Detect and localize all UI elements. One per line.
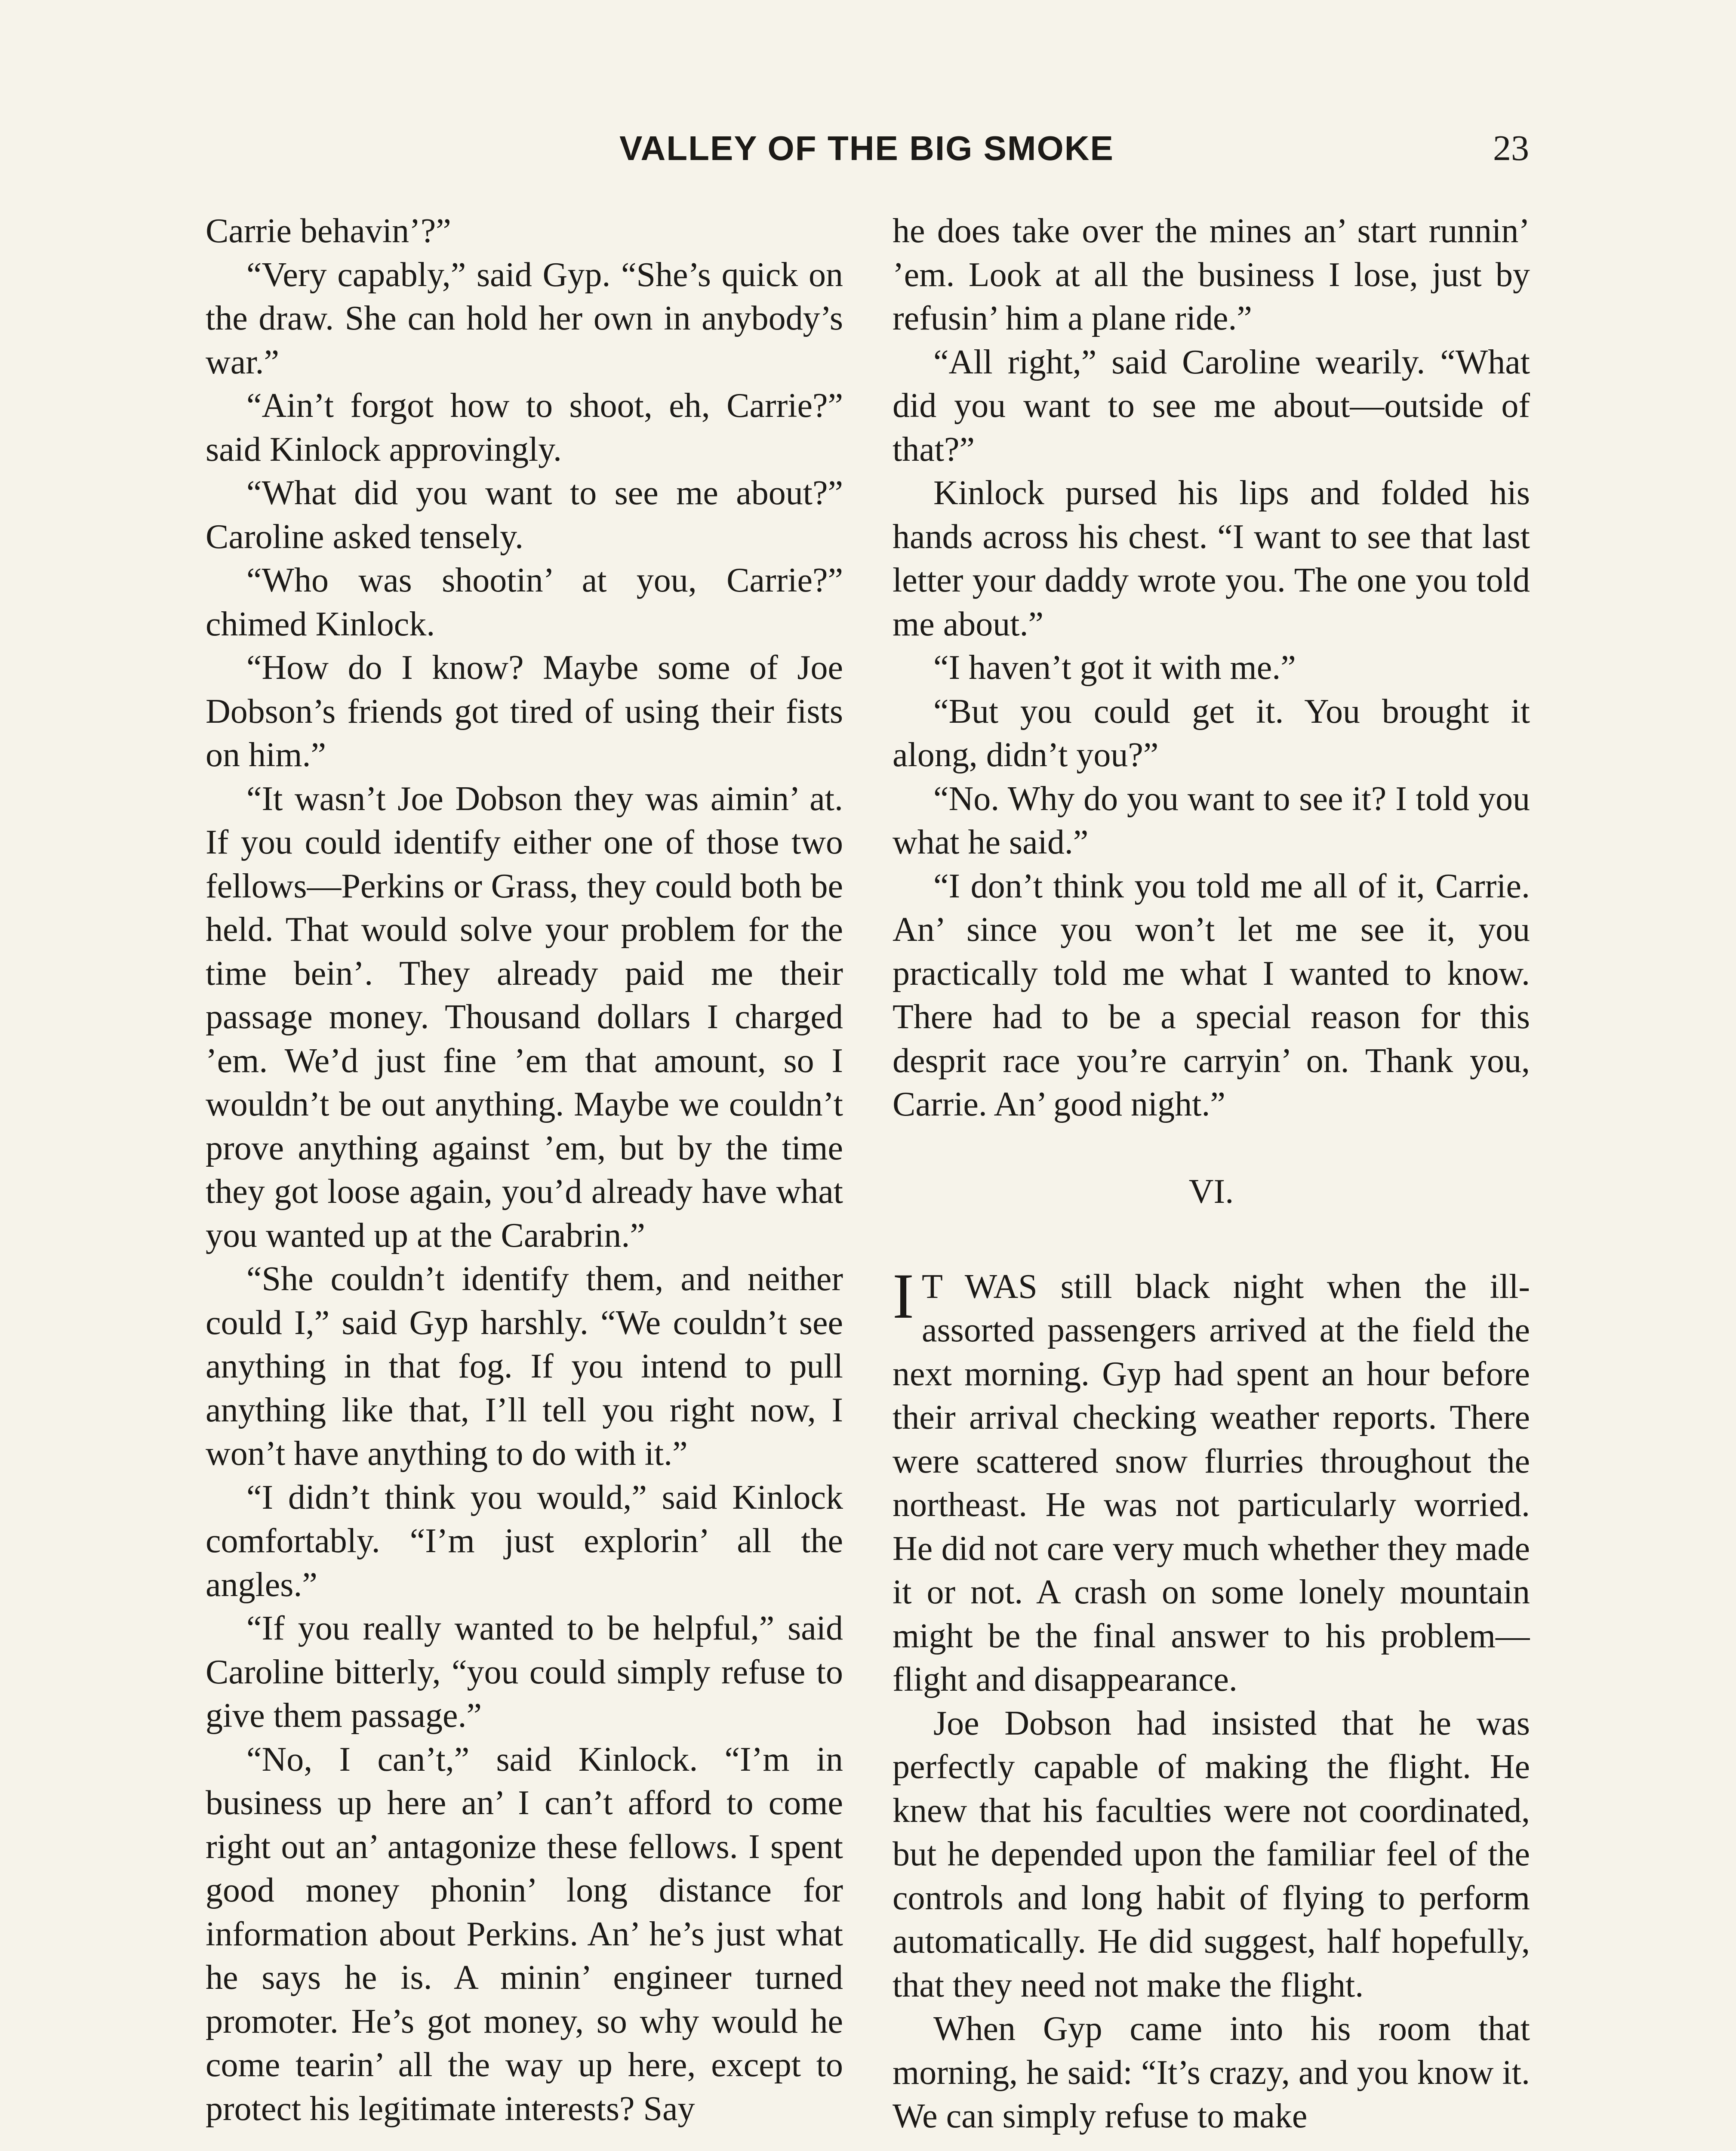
paragraph: “It wasn’t Joe Dobson they was aimin’ at. If you could identify either one of those two fellows—Perkins or Grass, they could both be held. That would solve your problem for the time bein’. They already paid me their passage money. Thousand dollars I charged ’em. We’d just fine ’em that amount, so I wouldn’t be out anything. Maybe we couldn’t prove anything against ’em, but by the time they got loose again, you’d already have what you wanted up at the Carabrin.” xyxy=(206,780,843,1254)
drop-cap: I xyxy=(893,1260,914,1332)
right-column xyxy=(893,210,1530,2151)
paragraph: “I don’t think you told me all of it, Carrie. An’ since you won’t let me see it, you practically told me what I wanted to know. There had to be a special reason for this desprit race you’re carryin’ on. Thank you, Carrie. An’ good night.” xyxy=(893,867,1530,1123)
paragraph: “But you could get it. You brought it along, didn’t you?” xyxy=(893,692,1530,774)
paragraph: “How do I know? Maybe some of Joe Dobson’s friends got tired of using their fists on him.” xyxy=(206,649,843,774)
paragraph: “She couldn’t identify them, and neither could I,” said Gyp harshly. “We couldn’t see anything in that fog. If you intend to pull anything like that, I’ll tell you right now, I won’t have anything to do with it.” xyxy=(206,1260,843,1473)
running-title: VALLEY OF THE BIG SMOKE xyxy=(619,129,1114,167)
paragraph: “I haven’t got it with me.” xyxy=(933,649,1296,687)
paragraph: Carrie behavin’?” xyxy=(206,212,451,250)
left-column xyxy=(206,210,843,2151)
paragraph: “All right,” said Caroline wearily. “What did you want to see me about—outside of that?” xyxy=(893,343,1530,468)
paragraph: “No, I can’t,” said Kinlock. “I’m in business up here an’ I can’t afford to come right out an’ antagonize these fellows. I spent good money phonin’ long distance for information about Perkins. An’ he’s just what he says he is. A minin’ engineer turned promoter. He’s got money, so why would he come tearin’ all the way up here, except to protect his legitimate interests? Say xyxy=(206,1740,843,2128)
paragraph: When Gyp came into his room that morning, he said: “It’s crazy, and you know it. We can simply refuse to make xyxy=(893,2010,1530,2135)
section-heading: VI. xyxy=(1188,1172,1234,1211)
paragraph: “Very capably,” said Gyp. “She’s quick on the draw. She can hold her own in anybody’s war.” xyxy=(206,256,843,381)
paragraph: “What did you want to see me about?” Caroline asked tensely. xyxy=(206,474,843,556)
paragraph: Kinlock pursed his lips and folded his hands across his chest. “I want to see that last letter your daddy wrote you. The one you told me about.” xyxy=(893,474,1530,643)
paragraph: “If you really wanted to be helpful,” said Caroline bitterly, “you could simply refuse to give them passage.” xyxy=(206,1609,843,1735)
paragraph: “I didn’t think you would,” said Kinlock comfortably. “I’m just explorin’ all the angles.” xyxy=(206,1478,843,1604)
page-number: 23 xyxy=(1493,128,1529,168)
dropcap-paragraph-text: T WAS still black night when the ill-assorted passengers arrived at the field the next morning. Gyp had spent an hour before their arrival checking weather reports. There were scattered snow flurries throughout the northeast. He was not particularly worried. He did not care very much whether they made it or not. A crash on some lonely mountain might be the final answer to his problem—flight and disappearance. xyxy=(893,1267,1530,1698)
paragraph: Joe Dobson had insisted that he was perfectly capable of making the flight. He knew that his faculties were not coordinated, but he depended upon the familiar feel of the controls and long habit of flying to perform automatically. He did suggest, half hopefully, that they need not make the flight. xyxy=(893,1704,1530,2004)
dropcap-paragraph xyxy=(893,1260,1530,1702)
paragraph: he does take over the mines an’ start runnin’ ’em. Look at all the business I lose, just by refusin’ him a plane ride.” xyxy=(893,212,1530,337)
paragraph: “No. Why do you want to see it? I told you what he said.” xyxy=(893,780,1530,861)
paragraph: “Who was shootin’ at you, Carrie?” chimed Kinlock. xyxy=(206,561,843,643)
running-head xyxy=(204,125,1529,172)
paragraph: “Ain’t forgot how to shoot, eh, Carrie?” said Kinlock approvingly. xyxy=(206,387,843,468)
